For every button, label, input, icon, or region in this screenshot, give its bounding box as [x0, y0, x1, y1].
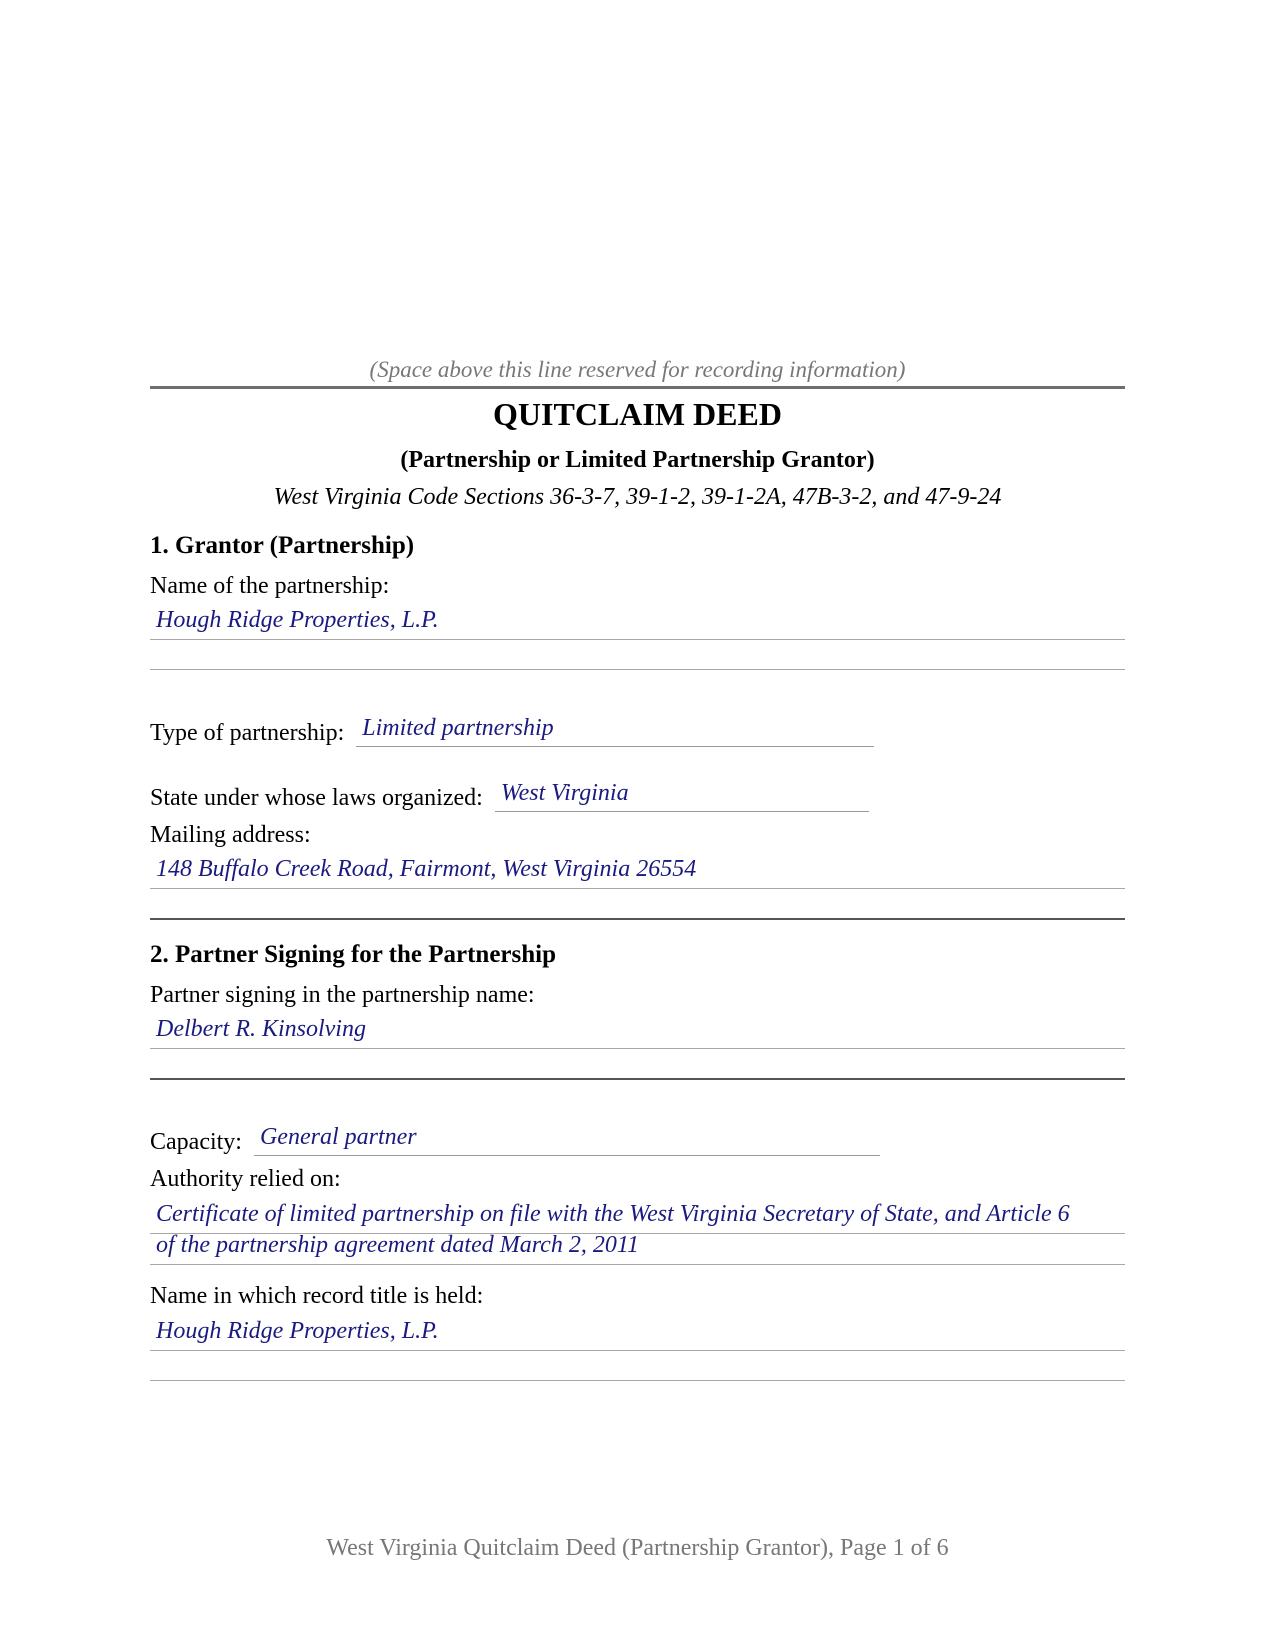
recording-space-note: (Space above this line reserved for recording information) [369, 357, 906, 382]
partner-signing-field[interactable]: Delbert R. Kinsolving [156, 1016, 366, 1042]
partnership-type-row [150, 715, 874, 747]
section-divider [150, 1078, 1125, 1080]
state-row [150, 780, 869, 812]
partnership-type-field[interactable]: Limited partnership [356, 715, 874, 747]
field-underline [150, 888, 1125, 889]
partnership-type-label: Type of partnership: [150, 720, 345, 746]
capacity-row [150, 1124, 880, 1156]
document-subtitle: (Partnership or Limited Partnership Grantor) [400, 447, 875, 473]
recording-divider [150, 386, 1125, 389]
field-underline [150, 1048, 1125, 1049]
authority-field-line-1[interactable]: Certificate of limited partnership on file with the West Virginia Secretary of State, and Article 6 [156, 1201, 1070, 1227]
section-2-heading: 2. Partner Signing for the Partnership [150, 941, 557, 968]
code-citation: West Virginia Code Sections 36-3-7, 39-1-2, 39-1-2A, 47B-3-2, and 47-9-24 [273, 484, 1002, 510]
field-underline [150, 1350, 1125, 1351]
mailing-address-label: Mailing address: [150, 822, 311, 848]
partnership-name-field[interactable]: Hough Ridge Properties, L.P. [156, 607, 439, 633]
page-footer: West Virginia Quitclaim Deed (Partnership Grantor), Page 1 of 6 [326, 1535, 949, 1561]
field-underline [150, 1264, 1125, 1265]
authority-label: Authority relied on: [150, 1166, 341, 1192]
authority-field-line-2[interactable]: of the partnership agreement dated March 2, 2011 [156, 1232, 640, 1258]
record-title-label: Name in which record title is held: [150, 1283, 484, 1309]
document-title: QUITCLAIM DEED [493, 396, 782, 432]
partner-signing-label: Partner signing in the partnership name: [150, 982, 535, 1008]
mailing-address-field[interactable]: 148 Buffalo Creek Road, Fairmont, West Virginia 26554 [156, 856, 697, 882]
section-divider [150, 918, 1125, 920]
record-title-field[interactable]: Hough Ridge Properties, L.P. [156, 1318, 439, 1344]
state-label: State under whose laws organized: [150, 785, 483, 811]
field-underline [150, 1380, 1125, 1381]
capacity-field[interactable]: General partner [254, 1124, 880, 1156]
field-underline [150, 639, 1125, 640]
deed-page [150, 0, 1125, 1650]
partnership-name-label: Name of the partnership: [150, 573, 390, 599]
section-1-heading: 1. Grantor (Partnership) [150, 532, 415, 559]
state-field[interactable]: West Virginia [495, 780, 869, 812]
capacity-label: Capacity: [150, 1129, 242, 1155]
field-underline [150, 669, 1125, 670]
